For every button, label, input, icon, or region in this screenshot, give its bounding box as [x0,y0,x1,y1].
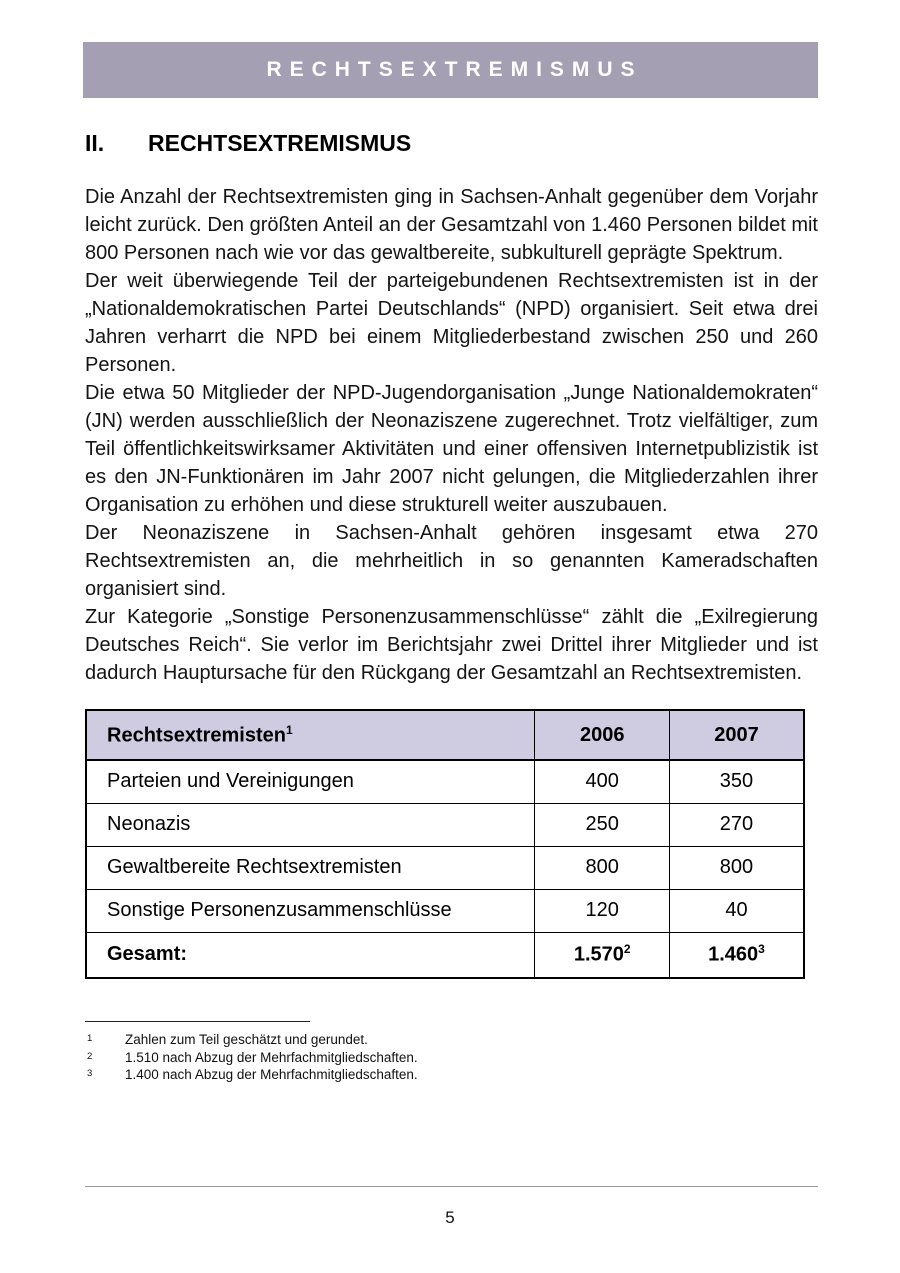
row-value-2007: 800 [669,846,804,889]
banner-title: RECHTSEXTREMISMUS [266,58,643,81]
footnotes [85,1021,818,1084]
footnote-text: 1.510 nach Abzug der Mehrfachmitgliedschaften. [125,1049,418,1065]
row-value-2006: 400 [535,760,670,803]
footnote-text: Zahlen zum Teil geschätzt und gerundet. [125,1032,368,1047]
footnote-marker: 1 [87,1033,93,1044]
footnote-marker: 3 [87,1068,93,1079]
paragraph-2: Der weit überwiegende Teil der parteigebundenen Rechtsextremisten ist in der „Nationaldemokratischen Partei Deutschlands“ (NPD) organisiert. Seit etwa drei Jahren verharrt die NPD bei einem Mitgliederbestand zwischen 250 und 260 Personen. [85,270,818,376]
table-row-gewaltbereite [86,846,804,889]
statistics-table [85,709,805,979]
total-label: Gesamt: [86,932,535,978]
table-row-parteien [86,760,804,803]
paragraph-3: Die etwa 50 Mitglieder der NPD-Jugendorganisation „Junge Nationaldemokraten“ (JN) werden ausschließlich der Neonaziszene zugerechnet. Trotz vielfältiger, zum Teil öffentlichkeitswirksamer Aktivitäten und einer offensiven Internetpublizistik ist es den JN-Funktionären im Jahr 2007 nicht gelungen, die Mitgliederzahlen ihrer Organisation zu erhöhen und diese strukturell weiter auszubauen. [85,382,818,516]
paragraph-4: Der Neonaziszene in Sachsen-Anhalt gehören insgesamt etwa 270 Rechtsextremisten an, die mehrheitlich in so genannten Kameradschaften organisiert sind. [85,522,818,600]
footnote-3 [85,1066,818,1084]
row-label: Gewaltbereite Rechtsextremisten [86,846,535,889]
section-heading [85,130,818,157]
section-title: RECHTSEXTREMISMUS [148,130,412,156]
paragraph-5: Zur Kategorie „Sonstige Personenzusammenschlüsse“ zählt die „Exilregierung Deutsches Reich“. Sie verlor im Berichtsjahr zwei Drittel ihrer Mitglieder und ist dadurch Hauptursache für den Rückgang der Gesamtzahl an Rechtsextremisten. [85,606,818,684]
row-label: Neonazis [86,803,535,846]
footnote-ref-2: 2 [623,942,631,957]
total-2006-number: 1.570 [573,944,624,967]
table-header-2007: 2007 [669,710,804,760]
row-value-2007: 270 [669,803,804,846]
total-value-2007 [669,932,804,978]
footnote-ref-3: 3 [758,942,765,957]
row-label: Sonstige Personenzusammenschlüsse [86,889,535,932]
table-row-sonstige [86,889,804,932]
row-value-2007: 350 [669,760,804,803]
page-number: 5 [445,1208,455,1227]
footnote-separator [85,1021,310,1022]
table-header-category [86,710,535,760]
footnote-2 [85,1049,818,1067]
footnote-1 [85,1031,818,1049]
total-value-2006 [535,932,670,978]
table-row-neonazis [86,803,804,846]
row-value-2006: 800 [535,846,670,889]
section-number: II. [85,130,105,156]
footnote-text: 1.400 nach Abzug der Mehrfachmitgliedschaften. [125,1067,418,1082]
body-text [85,183,818,687]
total-2007-number: 1.460 [708,944,759,967]
table-header-2006: 2006 [535,710,670,760]
footer-divider [85,1186,818,1187]
page-header-banner [83,42,818,98]
table-header-row [86,710,804,760]
table-total-row [86,932,804,978]
row-value-2006: 120 [535,889,670,932]
table-header-category-label: Rechtsextremisten [107,724,286,747]
paragraph-1: Die Anzahl der Rechtsextremisten ging in Sachsen-Anhalt gegenüber dem Vorjahr leicht zurück. Den größten Anteil an der Gesamtzahl von 1.460 Personen bildet mit 800 Personen nach wie vor das gewaltbereite, subkulturell geprägte Spektrum. [85,186,818,264]
row-value-2006: 250 [535,803,670,846]
row-value-2007: 40 [669,889,804,932]
footnote-marker: 2 [87,1050,93,1062]
row-label: Parteien und Vereinigungen [86,760,535,803]
footnote-ref-1: 1 [285,722,293,737]
